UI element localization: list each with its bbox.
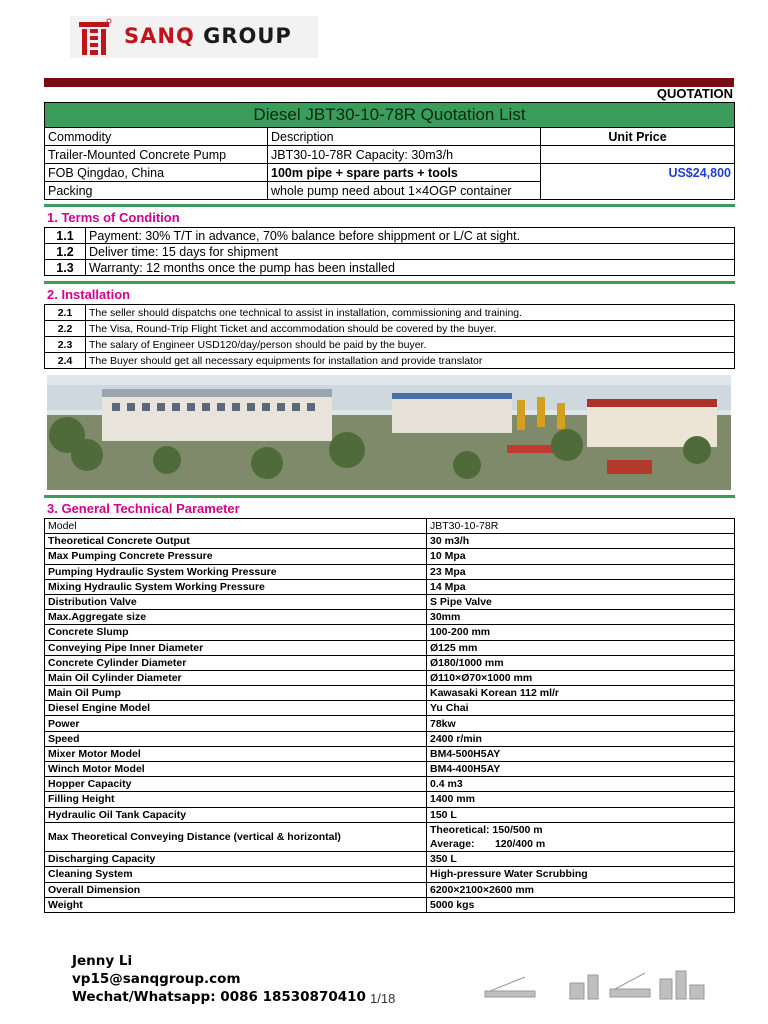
table-row <box>45 807 735 822</box>
table-row <box>45 182 735 200</box>
item-number: 1.1 <box>45 228 86 244</box>
item-text: The Visa, Round-Trip Flight Ticket and accommodation should be covered by the buyer. <box>86 321 735 337</box>
item-number: 2.4 <box>45 353 86 369</box>
machinery-illustration-icon <box>480 965 710 1005</box>
param-label: Main Oil Cylinder Diameter <box>45 670 427 685</box>
list-item <box>45 305 735 321</box>
param-label: Mixer Motor Model <box>45 746 427 761</box>
commodity-cell: Packing <box>45 182 268 200</box>
spec-table <box>44 518 735 913</box>
table-row <box>45 867 735 882</box>
param-label: Max Pumping Concrete Pressure <box>45 549 427 564</box>
param-value: Ø180/1000 mm <box>427 655 735 670</box>
col-description: Description <box>268 128 541 146</box>
page-number: 1/18 <box>370 991 396 1006</box>
param-label: Distribution Valve <box>45 594 427 609</box>
param-value: 150 L <box>427 807 735 822</box>
table-row <box>45 625 735 640</box>
table-row <box>45 164 735 182</box>
param-value: 1400 mm <box>427 792 735 807</box>
param-label: Conveying Pipe Inner Diameter <box>45 640 427 655</box>
table-row <box>45 792 735 807</box>
factory-photo <box>47 375 731 490</box>
param-value: High-pressure Water Scrubbing <box>427 867 735 882</box>
item-text: The Buyer should get all necessary equipments for installation and provide translator <box>86 353 735 369</box>
price-cell <box>541 182 735 200</box>
param-value: Ø110×Ø70×1000 mm <box>427 670 735 685</box>
table-row <box>45 519 735 534</box>
table-row <box>45 701 735 716</box>
table-row <box>45 146 735 164</box>
param-value: 5000 kgs <box>427 897 735 912</box>
company-logo <box>70 16 318 58</box>
item-number: 1.3 <box>45 260 86 276</box>
table-row <box>45 746 735 761</box>
brand-name <box>124 24 292 48</box>
param-value: 100-200 mm <box>427 625 735 640</box>
table-row <box>45 564 735 579</box>
param-value: Average: 120/400 m <box>427 837 735 852</box>
table-row <box>45 716 735 731</box>
list-item <box>45 260 735 276</box>
item-number: 2.2 <box>45 321 86 337</box>
item-text: The salary of Engineer USD120/day/person should be paid by the buyer. <box>86 337 735 353</box>
section-divider <box>44 204 735 207</box>
list-item <box>45 228 735 244</box>
param-label: Main Oil Pump <box>45 686 427 701</box>
table-row <box>45 549 735 564</box>
terms-heading: 1. Terms of Condition <box>47 210 180 225</box>
table-row <box>45 579 735 594</box>
contact-name: Jenny Li <box>72 953 133 969</box>
description-cell: JBT30-10-78R Capacity: 30m3/h <box>268 146 541 164</box>
param-label: Discharging Capacity <box>45 852 427 867</box>
terms-table <box>44 227 735 276</box>
param-label: Theoretical Concrete Output <box>45 534 427 549</box>
param-label: Hydraulic Oil Tank Capacity <box>45 807 427 822</box>
table-row <box>45 882 735 897</box>
param-value: Ø125 mm <box>427 640 735 655</box>
param-label: Max Theoretical Conveying Distance (vertical & horizontal) <box>45 822 427 851</box>
param-value: 2400 r/min <box>427 731 735 746</box>
param-value: 6200×2100×2600 mm <box>427 882 735 897</box>
table-row <box>45 610 735 625</box>
commodity-cell: FOB Qingdao, China <box>45 164 268 182</box>
sanq-logo-icon <box>76 18 112 56</box>
item-text: Deliver time: 15 days for shipment <box>86 244 735 260</box>
table-row <box>45 822 735 837</box>
param-label: Winch Motor Model <box>45 762 427 777</box>
param-value: 14 Mpa <box>427 579 735 594</box>
list-item <box>45 244 735 260</box>
installation-table <box>44 304 735 369</box>
list-item <box>45 337 735 353</box>
param-value: 30 m3/h <box>427 534 735 549</box>
param-label: Pumping Hydraulic System Working Pressure <box>45 564 427 579</box>
param-value: 350 L <box>427 852 735 867</box>
param-value: JBT30-10-78R <box>427 519 735 534</box>
param-value: 0.4 m3 <box>427 777 735 792</box>
description-cell: whole pump need about 1×4OGP container <box>268 182 541 200</box>
param-value: Yu Chai <box>427 701 735 716</box>
param-value: BM4-400H5AY <box>427 762 735 777</box>
table-row <box>45 852 735 867</box>
param-value: 78kw <box>427 716 735 731</box>
param-value: BM4-500H5AY <box>427 746 735 761</box>
header-divider <box>44 78 734 87</box>
param-label: Diesel Engine Model <box>45 701 427 716</box>
price-cell: US$24,800 <box>541 164 735 182</box>
item-number: 2.1 <box>45 305 86 321</box>
param-label: Max.Aggregate size <box>45 610 427 625</box>
price-cell <box>541 146 735 164</box>
table-row <box>45 686 735 701</box>
item-text: The seller should dispatchs one technical to assist in installation, commissioning and training. <box>86 305 735 321</box>
param-label: Weight <box>45 897 427 912</box>
contact-phone: Wechat/Whatsapp: 0086 18530870410 <box>72 989 366 1005</box>
item-number: 1.2 <box>45 244 86 260</box>
params-heading: 3. General Technical Parameter <box>47 501 240 516</box>
quotation-table <box>44 102 735 200</box>
brand-name-part1: SANQ <box>124 24 195 48</box>
param-label: Concrete Slump <box>45 625 427 640</box>
param-value: 10 Mpa <box>427 549 735 564</box>
param-value: 23 Mpa <box>427 564 735 579</box>
section-divider <box>44 495 735 498</box>
param-label: Speed <box>45 731 427 746</box>
item-number: 2.3 <box>45 337 86 353</box>
table-row <box>45 655 735 670</box>
param-label: Overall Dimension <box>45 882 427 897</box>
contact-email[interactable]: vp15@sanqgroup.com <box>72 971 241 987</box>
table-row <box>45 731 735 746</box>
param-value: S Pipe Valve <box>427 594 735 609</box>
doc-type-label: QUOTATION <box>656 86 733 101</box>
brand-name-part2: GROUP <box>203 24 292 48</box>
quotation-title: Diesel JBT30-10-78R Quotation List <box>45 103 735 128</box>
list-item <box>45 353 735 369</box>
table-row <box>45 640 735 655</box>
col-unit-price: Unit Price <box>541 128 735 146</box>
list-item <box>45 321 735 337</box>
table-row <box>45 670 735 685</box>
param-value: 30mm <box>427 610 735 625</box>
param-label: Filling Height <box>45 792 427 807</box>
param-value: Kawasaki Korean 112 ml/r <box>427 686 735 701</box>
commodity-cell: Trailer-Mounted Concrete Pump <box>45 146 268 164</box>
item-text: Warranty: 12 months once the pump has been installed <box>86 260 735 276</box>
param-label: Power <box>45 716 427 731</box>
installation-heading: 2. Installation <box>47 287 131 302</box>
table-row <box>45 762 735 777</box>
param-label: Model <box>45 519 427 534</box>
item-text: Payment: 30% T/T in advance, 70% balance before shippment or L/C at sight. <box>86 228 735 244</box>
table-row <box>45 594 735 609</box>
param-label: Hopper Capacity <box>45 777 427 792</box>
param-label: Mixing Hydraulic System Working Pressure <box>45 579 427 594</box>
param-label: Cleaning System <box>45 867 427 882</box>
col-commodity: Commodity <box>45 128 268 146</box>
description-cell: 100m pipe + spare parts + tools <box>268 164 541 182</box>
param-value: Theoretical: 150/500 m <box>427 822 735 837</box>
section-divider <box>44 281 735 284</box>
table-row <box>45 777 735 792</box>
param-label: Concrete Cylinder Diameter <box>45 655 427 670</box>
table-row <box>45 897 735 912</box>
table-row <box>45 534 735 549</box>
